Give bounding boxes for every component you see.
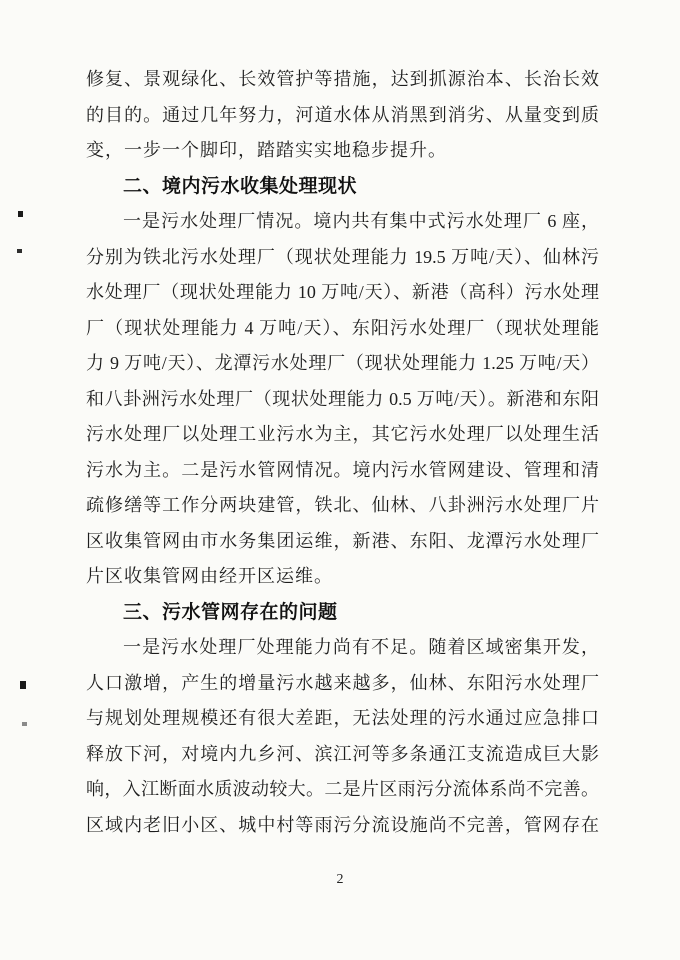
text-line: 区域内老旧小区、城中村等雨污分流设施尚不完善，管网存在 [86,814,599,835]
text-line: 水处理厂（现状处理能力 10 万吨/天）、新港（高科）污水处理 [86,282,599,302]
text-line: 疏修缮等工作分两块建管，铁北、仙林、八卦洲污水处理厂片 [86,495,599,515]
scan-artifact-dot [22,722,27,726]
text-line: 一是污水处理厂情况。境内共有集中式污水处理厂 6 座， [123,211,599,231]
text-line: 与规划处理规模还有很大差距，无法处理的污水通过应急排口 [86,708,599,728]
text-line: 片区收集管网由经开区运维。 [86,566,333,586]
scan-artifact-dot [20,681,26,689]
section-heading-2: 二、境内污水收集处理现状 [123,175,358,197]
text-line: 污水为主。二是污水管网情况。境内污水管网建设、管理和清 [86,459,599,480]
section-heading-3: 三、污水管网存在的问题 [123,601,338,623]
scan-artifact-dot [17,249,22,253]
text-line: 污水处理厂以处理工业污水为主，其它污水处理厂以处理生活 [86,424,599,444]
text-line: 人口激增，产生的增量污水越来越多，仙林、东阳污水处理厂 [86,672,599,693]
text-line: 分别为铁北污水处理厂（现状处理能力 19.5 万吨/天）、仙林污 [86,246,599,267]
text-line: 的目的。通过几年努力，河道水体从消黑到消劣、从量变到质 [86,104,599,125]
scan-artifact-dot [18,211,23,217]
text-line: 释放下河，对境内九乡河、滨江河等多条通江支流造成巨大影 [86,743,599,764]
document-text-block [86,62,599,843]
text-line: 力 9 万吨/天）、龙潭污水处理厂（现状处理能力 1.25 万吨/天） [86,353,599,373]
text-line: 响，入江断面水质波动较大。二是片区雨污分流体系尚不完善。 [86,779,599,799]
text-line: 和八卦洲污水处理厂（现状处理能力 0.5 万吨/天）。新港和东阳 [86,388,599,409]
text-line: 变，一步一个脚印，踏踏实实地稳步提升。 [86,140,447,160]
text-line: 一是污水处理厂处理能力尚有不足。随着区域密集开发， [123,637,599,657]
text-line: 厂（现状处理能力 4 万吨/天）、东阳污水处理厂（现状处理能 [86,317,599,338]
text-line: 修复、景观绿化、长效管护等措施，达到抓源治本、长治长效 [86,69,599,89]
page-number: 2 [336,872,344,887]
text-line: 区收集管网由市水务集团运维，新港、东阳、龙潭污水处理厂 [86,530,599,551]
